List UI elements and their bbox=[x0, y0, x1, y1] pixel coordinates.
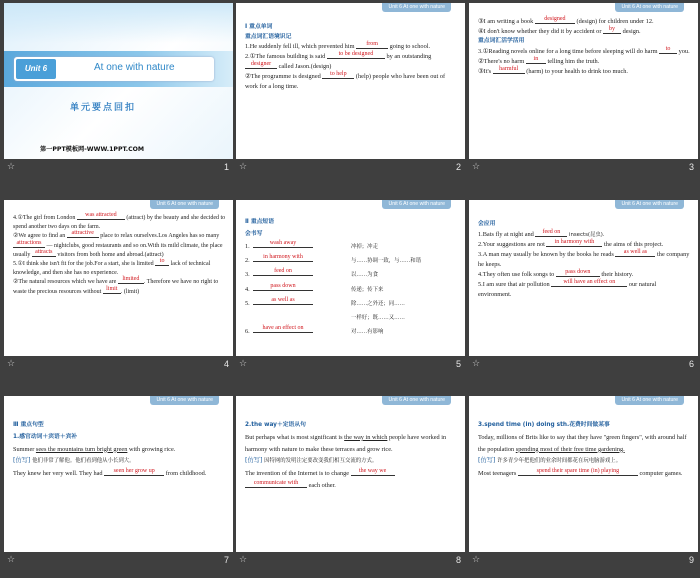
answer-blank: have an effect on bbox=[253, 325, 313, 333]
example-sentence: Today, millions of Brits like to say that they have "green fingers", with around half the population spending most of their free time gardening. bbox=[478, 433, 687, 453]
answer-blank: attractive bbox=[67, 230, 99, 238]
slide-footer bbox=[469, 356, 698, 370]
phrase-meaning: 传递；传下来 bbox=[351, 286, 384, 293]
decoration bbox=[4, 3, 233, 43]
answer-blank: wash away bbox=[253, 240, 313, 248]
star-icon[interactable]: ☆ bbox=[7, 359, 16, 369]
example-sentence: Summer sees the mountains turn bright green with growing rice. bbox=[13, 445, 176, 453]
section-heading: Ⅱ 重点短语 bbox=[245, 219, 275, 225]
slide-6[interactable] bbox=[469, 200, 698, 370]
exercise-line: 5.I am sure that air pollution will have an effect on our natural environment. bbox=[478, 279, 657, 299]
answer-blank: pass down bbox=[556, 269, 600, 277]
section-heading: Ⅰ 重点单词 bbox=[245, 24, 273, 30]
exercise-line: 4.They often use folk songs to pass down their history. bbox=[478, 269, 634, 279]
phrase-meaning: 对……有影响 bbox=[351, 329, 384, 336]
section-subheading: 1.感官动词＋宾语＋宾补 bbox=[13, 433, 78, 440]
slide-body bbox=[478, 420, 691, 480]
star-icon[interactable]: ☆ bbox=[239, 359, 248, 369]
phrase-number: 5. bbox=[245, 299, 250, 307]
exercise-line: ③It's harmful (harm) to your health to drink too much. bbox=[478, 65, 629, 75]
phrase-meaning: 一样好；既……又…… bbox=[351, 314, 405, 321]
exercise-line: The invention of the Internet is to change the way we communicate with each other. bbox=[245, 468, 458, 492]
slide-body bbox=[245, 420, 458, 492]
unit-title: At one with nature bbox=[94, 62, 175, 73]
unit-tag: Unit 6 At one with nature bbox=[615, 200, 684, 209]
section-subheading: 重点词汇语境识记 bbox=[245, 33, 292, 40]
unit-tag: Unit 6 At one with nature bbox=[615, 3, 684, 12]
slide-body bbox=[478, 17, 691, 77]
answer-blank: harmful bbox=[493, 66, 525, 74]
exercise-line: ②We agree to find an attractive place to relax ourselves.Los Angeles has so many attractions — nightclubs, good restaurants and so on.With its mild climate, the place usually attracts visitors from both home and abroad.(attract) bbox=[13, 230, 223, 258]
star-icon[interactable]: ☆ bbox=[7, 555, 16, 565]
unit-label: Unit 6 bbox=[16, 59, 56, 79]
phrase-row bbox=[245, 283, 458, 297]
answer-blank: attracts bbox=[32, 249, 56, 257]
unit-tag: Unit 6 At one with nature bbox=[382, 3, 451, 12]
exercise-line: 3.①Reading novels online for a long time before sleeping will do harm to you. bbox=[478, 45, 690, 55]
slide-canvas bbox=[236, 396, 465, 552]
section-heading: 重点词汇活学活用 bbox=[478, 38, 525, 44]
phrase-number: 4. bbox=[245, 285, 250, 293]
slide-subtitle: 单元要点回扣 bbox=[70, 103, 137, 113]
slide-footer bbox=[4, 159, 233, 173]
slide-canvas bbox=[236, 3, 465, 159]
example-sentence: But perhaps what is most significant is the way in which people have worked in harmony with nature to make these terraces and grow rice. bbox=[245, 433, 447, 453]
slide-7[interactable] bbox=[4, 396, 233, 566]
exercise-line: Most teenagers spend their spare time (in) playing computer games. bbox=[478, 468, 683, 478]
answer-blank: in bbox=[526, 56, 546, 64]
exercise-line: 1.He suddenly fell ill, which prevented him from going to school. bbox=[245, 41, 431, 51]
slide-canvas bbox=[236, 200, 465, 356]
slide-footer bbox=[236, 356, 465, 370]
exercise-line: 5.①I think she isn't fit for the job.For a start, she is limited to lack of technical knowledge, and then she has no experience. bbox=[13, 258, 211, 277]
star-icon[interactable]: ☆ bbox=[472, 359, 481, 369]
slide-number: 1 bbox=[223, 162, 229, 172]
star-icon[interactable]: ☆ bbox=[472, 162, 481, 172]
slide-number: 4 bbox=[223, 359, 229, 369]
slide-body bbox=[13, 420, 226, 480]
answer-blank: to be designed bbox=[327, 51, 385, 59]
slide-footer bbox=[4, 356, 233, 370]
slide-number: 2 bbox=[455, 162, 461, 172]
answer-blank: attractions bbox=[13, 240, 45, 248]
slide-1[interactable] bbox=[4, 3, 233, 173]
section-heading: 2.the way＋定语从句 bbox=[245, 422, 306, 428]
star-icon[interactable]: ☆ bbox=[239, 555, 248, 565]
phrase-number: 1. bbox=[245, 243, 250, 250]
answer-blank: to bbox=[659, 46, 677, 54]
answer-blank: feed on bbox=[535, 229, 567, 237]
phrase-meaning: 除……之外还；同…… bbox=[351, 300, 405, 307]
slide-9[interactable] bbox=[469, 396, 698, 566]
answer-blank: seen her grow up bbox=[104, 468, 164, 476]
slide-footer bbox=[236, 159, 465, 173]
unit-tag: Unit 6 At one with nature bbox=[382, 396, 451, 405]
exercise-line: They knew her very well. They had seen her grow up from childhood. bbox=[13, 468, 207, 478]
phrase-row bbox=[245, 254, 458, 268]
answer-blank: as well as bbox=[253, 297, 313, 305]
unit-tag: Unit 6 At one with nature bbox=[615, 396, 684, 405]
answer-blank: was attracted bbox=[77, 212, 125, 220]
exercise-line: 3.A man may usually be known by the books he reads as well as the company he keeps. bbox=[478, 249, 690, 269]
phrase-row bbox=[245, 240, 458, 254]
section-heading: 会应用 bbox=[478, 221, 496, 227]
answer-blank: in harmony with bbox=[253, 254, 313, 262]
slide-number: 8 bbox=[455, 555, 461, 565]
answer-blank: pass down bbox=[253, 283, 313, 291]
slide-body bbox=[478, 220, 691, 300]
phrase-row bbox=[245, 325, 458, 339]
phrase-list bbox=[245, 240, 458, 339]
section-heading: 3.spend time (in) doing sth.花费时间做某事 bbox=[478, 422, 610, 428]
slide-number: 9 bbox=[688, 555, 694, 565]
slide-canvas bbox=[469, 396, 698, 552]
slide-footer bbox=[236, 552, 465, 566]
answer-blank: limit bbox=[103, 286, 121, 294]
answer-blank: feed on bbox=[253, 268, 313, 276]
unit-tag: Unit 6 At one with nature bbox=[382, 200, 451, 209]
slide-body bbox=[245, 216, 458, 339]
slide-4[interactable] bbox=[4, 200, 233, 370]
exercise-line: ④I don't know whether they did it by accident or by design. bbox=[478, 26, 641, 35]
answer-blank: as well as bbox=[615, 249, 655, 257]
answer-blank: designer bbox=[245, 61, 277, 69]
slide-5[interactable] bbox=[236, 200, 465, 370]
slide-2[interactable] bbox=[236, 3, 465, 173]
phrase-row bbox=[245, 268, 458, 282]
section-heading: Ⅲ 重点句型 bbox=[13, 422, 44, 428]
slide-footer bbox=[469, 159, 698, 173]
slide-3[interactable] bbox=[469, 3, 698, 173]
unit-tag: Unit 6 At one with nature bbox=[150, 200, 219, 209]
answer-blank: spend their spare time (in) playing bbox=[518, 468, 638, 476]
slide-footer bbox=[4, 552, 233, 566]
slide-canvas bbox=[4, 200, 233, 356]
slide-canvas bbox=[469, 3, 698, 159]
website-text: 第一PPT模板网-WWW.1PPT.COM bbox=[40, 146, 145, 153]
phrase-row bbox=[245, 311, 458, 325]
phrase-number: 6. bbox=[245, 328, 250, 336]
section-subheading: 会书写 bbox=[245, 231, 263, 237]
answer-blank: limited bbox=[118, 276, 144, 284]
exercise-line: ②The natural resources which we have are limited . Therefore we have no right to waste the precious resources without limit . (limit) bbox=[13, 276, 219, 295]
exercise-line: 4.①The girl from London was attracted (attract) by the beauty and she decided to spend another two days on the farm. bbox=[13, 212, 226, 231]
star-icon[interactable]: ☆ bbox=[472, 555, 481, 565]
translation-line: [仿写] 他们非常了解他。他们看到他从小长到大。 bbox=[13, 457, 135, 465]
slide-canvas bbox=[4, 396, 233, 552]
phrase-number: 2. bbox=[245, 257, 250, 265]
exercise-line: ②The programme is designed to help (help) people who have been out of work for a long time. bbox=[245, 71, 446, 91]
phrase-meaning: 冲掉；冲走 bbox=[351, 244, 378, 250]
exercise-line: 1.Bats fly at night and feed on insects(昆虫). bbox=[478, 228, 605, 238]
slide-number: 3 bbox=[688, 162, 694, 172]
slide-footer bbox=[469, 552, 698, 566]
exercise-line: 2.①The famous building is said to be designed by an outstanding designer called Jason.(design) bbox=[245, 51, 432, 71]
phrase-meaning: 与……协调一致，与……和谐 bbox=[351, 258, 422, 265]
answer-blank: will have an effect on bbox=[551, 279, 627, 287]
slide-number: 7 bbox=[223, 555, 229, 565]
phrase-row bbox=[245, 297, 458, 311]
slide-8[interactable] bbox=[236, 396, 465, 566]
answer-blank: by bbox=[603, 26, 621, 34]
answer-blank: designed bbox=[535, 16, 575, 24]
phrase-meaning: 以……为食 bbox=[351, 272, 378, 279]
translation-line: [仿写] 许多青少年把他们的业余时间都花在玩电脑游戏上。 bbox=[478, 457, 622, 465]
slide-number: 5 bbox=[455, 359, 461, 369]
answer-blank: in harmony with bbox=[546, 239, 602, 247]
exercise-line: 2.Your suggestions are not in harmony with the aims of this project. bbox=[478, 239, 664, 249]
star-icon[interactable]: ☆ bbox=[7, 162, 16, 172]
answer-blank: communicate with bbox=[245, 480, 307, 488]
slide-canvas bbox=[4, 3, 233, 159]
slide-body bbox=[13, 214, 226, 297]
slide-number: 6 bbox=[688, 359, 694, 369]
slide-body bbox=[245, 23, 458, 92]
answer-blank: from bbox=[356, 41, 388, 49]
unit-tag: Unit 6 At one with nature bbox=[150, 396, 219, 405]
exercise-line: ②There's no harm in telling him the truth. bbox=[478, 55, 600, 65]
phrase-number: 3. bbox=[245, 271, 250, 279]
translation-line: [仿写] 因特网的发明注定要改变我们相互交流的方式。 bbox=[245, 457, 378, 465]
star-icon[interactable]: ☆ bbox=[239, 162, 248, 172]
answer-blank: the way we bbox=[351, 468, 395, 476]
answer-blank: to help bbox=[322, 71, 354, 79]
slide-canvas bbox=[469, 200, 698, 356]
answer-blank: to bbox=[155, 258, 169, 266]
exercise-line: ③I am writing a book designed (design) for children under 12. bbox=[478, 16, 654, 25]
